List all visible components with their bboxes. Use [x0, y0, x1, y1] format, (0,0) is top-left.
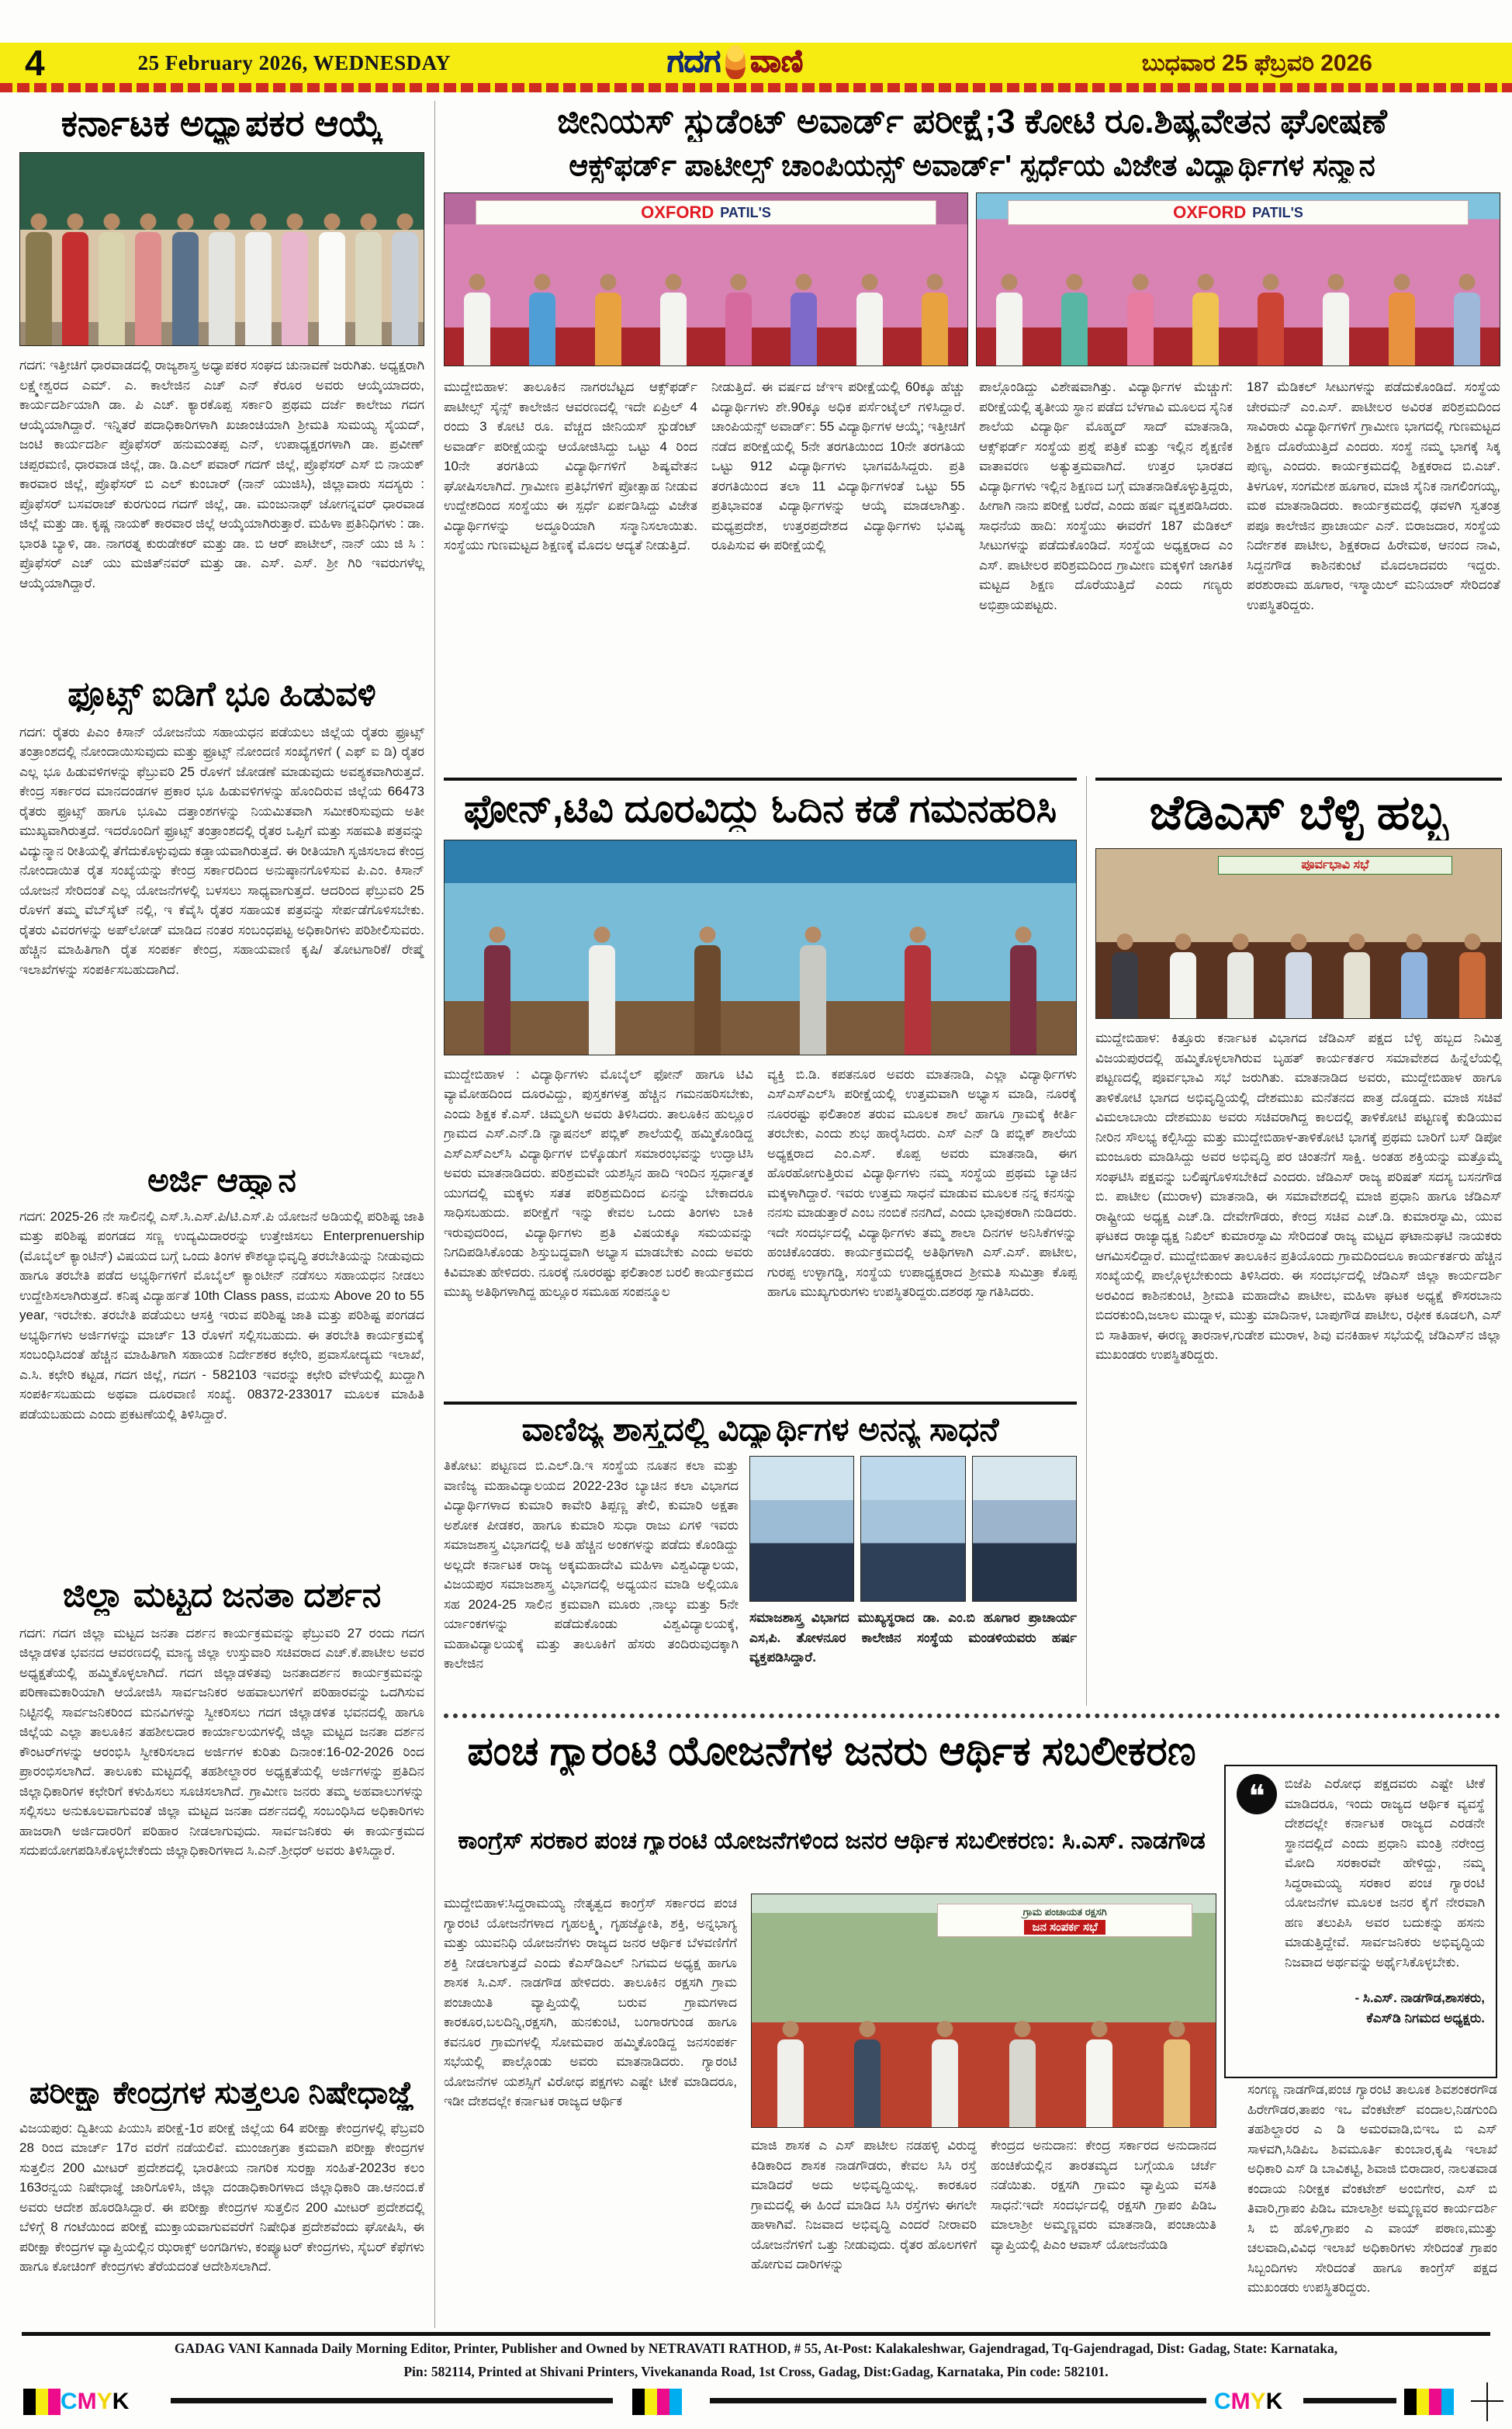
color-bar-black — [23, 2389, 36, 2415]
person-figure — [62, 232, 88, 345]
jana-samparka-banner — [937, 1904, 1192, 1937]
body-exam-prohibition: ವಿಜಯಪುರ: ದ್ವಿತೀಯ ಪಿಯುಸಿ ಪರೀಕ್ಷೆ-1ರ ಪರೀಕ್ಷೆ ಜಿಲ್ಲೆಯ 64 ಪರೀಕ್ಷಾ ಕೇಂದ್ರಗಳಲ್ಲಿ ಫೆಬ್ರವರಿ 28 ರಿಂದ ಮಾರ್ಚ್ 17ರ ವರೆಗೆ ನಡೆಯಲಿವೆ. ಮುಂಜಾಗ್ರತಾ ಕ್ರಮವಾಗಿ ಪರೀಕ್ಷಾ ಕೇಂದ್ರಗಳ ಸುತ್ತಲಿನ 200 ಮೀಟರ್ ಪ್ರದೇಶದಲ್ಲಿ ಭಾರತೀಯ ನಾಗರಿಕ ಸುರಕ್ಷಾ ಸಂಹಿತೆ-2023ರ ಕಲಂ 163ರನ್ವಯ ನಿಷೇಧಾಜ್ಞೆ ಜಾರಿಗೊಳಿಸಿ, ಜಿಲ್ಲಾ ದಂಡಾಧಿಕಾರಿಗಳಾದ ಜಿಲ್ಲಾಧಿಕಾರಿ ಡಾ.ಆನಂದ.ಕೆ ಅವರು ಆದೇಶ ಹೊರಡಿಸಿದ್ದಾರೆ. ಈ ಪರೀಕ್ಷಾ ಕೇಂದ್ರಗಳ ಸುತ್ತಲಿನ 200 ಮೀಟರ್ ಪ್ರದೇಶದಲ್ಲಿ ಬೆಳಿಗ್ಗೆ 8 ಗಂಟೆಯಿಂದ ಪರೀಕ್ಷೆ ಮುಕ್ತಾಯವಾಗುವವರೆಗೆ ನಿಷೇಧಿತ ಪ್ರದೇಶವೆಂದು ಘೋಷಿಸಿ, ಈ ಪರೀಕ್ಷಾ ಕೇಂದ್ರಗಳ ವ್ಯಾಪ್ತಿಯಲ್ಲಿನ ಝರಾಕ್ಸ್ ಅಂಗಡಿಗಳು, ಕಂಪ್ಯೂಟರ್ ಕೇಂದ್ರಗಳು, ಸೈಬರ್ ಕೆಫೆಗಳು ಹಾಗೂ ಕೋಚಿಂಗ್ ಕೇಂದ್ರಗಳು ತೆರೆಯದಂತೆ ಆದೇಶಿಸಲಾಗಿದೆ. — [19, 2120, 424, 2275]
person-figure — [26, 232, 52, 345]
person-figure — [932, 2039, 958, 2127]
person-figure — [922, 293, 948, 366]
masthead-stripe — [0, 83, 1512, 92]
photo-people-row — [1096, 937, 1501, 1019]
person-figure — [1112, 952, 1138, 1019]
masthead — [0, 43, 1512, 83]
imprint-line-1: GADAG VANI Kannada Daily Morning Editor, Printer, Publisher and Owned by NETRAVATI RATHOD, # 55, At-Post: Kalakaleshwar, Gajendragad, Tq-Gajendragad, Dist: Gadag, State: Karnataka, — [174, 2341, 1338, 2356]
headline-teacher-election: ಕರ್ನಾಟಕ ಅಧ್ಯಾಪಕರ ಆಯ್ಕೆ — [61, 102, 383, 144]
person-figure — [355, 232, 382, 345]
person-figure — [1170, 952, 1196, 1019]
person-figure — [1086, 2039, 1112, 2127]
commerce-photos-block — [749, 1456, 1077, 1686]
color-bar-yellow — [36, 2389, 48, 2415]
subheadline-panch-guarantee: ಕಾಂಗ್ರೆಸ್ ಸರಕಾರ ಪಂಚ ಗ್ಯಾರಂಟಿ ಯೋಜನೆಗಳಿಂದ ಜನರ ಆರ್ಥಿಕ ಸಬಲೀಕರಣ: ಸಿ.ಎಸ್. ನಾಡಗೌಡ — [458, 1827, 1206, 1854]
logo-mark-icon — [725, 45, 746, 79]
photo-award-ceremony-2 — [976, 192, 1500, 366]
oxford-banner-brand2: PATIL'S — [1252, 204, 1303, 220]
person-figure — [1323, 293, 1349, 366]
person-figure — [800, 945, 826, 1054]
genius-award-photos — [444, 192, 1500, 366]
person-figure — [1454, 293, 1480, 366]
genius-award-text-columns — [444, 377, 1500, 678]
headline-application-invite: ಅರ್ಜಿ ಆಹ್ವಾನ — [147, 1161, 296, 1198]
body-jds: ಮುದ್ದೇಬಿಹಾಳ: ಕಿತ್ತೂರು ಕರ್ನಾಟಕ ವಿಭಾಗದ ಜೆಡಿಎಸ್ ಪಕ್ಷದ ಬೆಳ್ಳಿ ಹಬ್ಬದ ನಿಮಿತ್ತ ವಿಜಯಪುರದಲ್ಲಿ ಹಮ್ಮಿಕೊಳ್ಳಲಾಗಿರುವ ಬೃಹತ್ ಕಾರ್ಯಕರ್ತರ ಸಮಾವೇಶದ ಹಿನ್ನೆಲೆಯಲ್ಲಿ ಪಟ್ಟಣದಲ್ಲಿ ಪೂರ್ವಭಾವಿ ಸಭೆ ಜರುಗಿತು. ಮಾತನಾಡಿದ ಅವರು, ಮುದ್ದೇಬಿಹಾಳ ಹಾಗೂ ತಾಳಿಕೋಟಿ ಭಾಗದ ಅಭಿವೃದ್ಧಿಯಲ್ಲಿ ದೇಶಮುಖ ಮನೆತನದ ಪಾತ್ರ ದೊಡ್ಡದು. ಮಾಜಿ ಸಚಿವೆ ವಿಮಲಾಬಾಯಿ ದೇಶಮುಖ ಅವರು ಸಚಿವರಾಗಿದ್ದ ಕಾಲದಲ್ಲಿ ತಾಳಿಕೋಟಿ ಪಟ್ಟಣಕ್ಕೆ ಕುಡಿಯುವ ನೀರಿನ ಸೌಲಭ್ಯ ಕಲ್ಪಿಸಿದ್ದು ಮತ್ತು ಮುದ್ದೇಬಿಹಾಳ-ತಾಳಿಕೋಟಿ ಭಾಗಕ್ಕೆ ಪ್ರಥಮ ಬಾರಿಗೆ ಬಸ್ ಡಿಪೋ ಮಂಜೂರು ಮಾಡಿಸಿದ್ದು ಅವರ ಅಭಿವೃದ್ಧಿ ಪರ ಚಿಂತನೆಗೆ ಸಾಕ್ಷಿ. ಅಂತಹ ಶಕ್ತಿಯನ್ನು ಮತ್ತೊಮ್ಮೆ ಸಂಘಟಿಸಿ ಪಕ್ಷವನ್ನು ಬಲಿಷ್ಠಗೊಳಿಸಬೇಕಿದೆ ಎಂದರು. ಜೆಡಿಎಸ್ ರಾಜ್ಯ ಪರಿಷತ್ ಸದಸ್ಯ ಬಸನಗೌಡ ಬಿ. ಪಾಟೀಲ (ಮುರಾಳ) ಮಾತನಾಡಿ, ಈ ಸಮಾವೇಶದಲ್ಲಿ ಮಾಜಿ ಪ್ರಧಾನಿ ಹಾಗೂ ಜೆಡಿಎಸ್ ರಾಷ್ಟ್ರೀಯ ಅಧ್ಯಕ್ಷ ಎಚ್.ಡಿ. ದೇವೇಗೌಡರು, ಕೇಂದ್ರ ಸಚಿವ ಎಚ್.ಡಿ. ಕುಮಾರಸ್ವಾಮಿ, ಯುವ ಘಟಕದ ರಾಜ್ಯಾಧ್ಯಕ್ಷ ನಿಖಿಲ್ ಕುಮಾರಸ್ವಾಮಿ ಸೇರಿದಂತೆ ರಾಜ್ಯ ಮಟ್ಟದ ಘಟಾನುಘಟಿ ನಾಯಕರು ಆಗಮಿಸಲಿದ್ದಾರೆ. ಮುದ್ದೇಬಿಹಾಳ ತಾಲೂಕಿನ ಪ್ರತಿಯೊಂದು ಗ್ರಾಮದಿಂದಲೂ ಕಾರ್ಯಕರ್ತರು ಹೆಚ್ಚಿನ ಸಂಖ್ಯೆಯಲ್ಲಿ ಪಾಲ್ಗೊಳ್ಳಬೇಕುಂದು ತಿಳಿಸಿದರು. ಈ ಸಂದರ್ಭದಲ್ಲಿ ಜೆಡಿಎಸ್ ಜಿಲ್ಲಾ ಕಾರ್ಯದರ್ಶಿ ಅರವಿಂದ ಕಾಶಿನಕುಂಟಿ, ಶ್ರೀಮತಿ ಮಹಾದೇವಿ ಪಾಟೀಲ, ಮಹಿಳಾ ಘಟಕ ಅಧ್ಯಕ್ಷೆ ಕೌಸರಬಾನು ಬಿದರಕುಂದಿ,ಜಲಾಲ ಮುದ್ನಾಳ, ಮುತ್ತು ಮಾದಿನಾಳ, ಬಾಪುಗೌಡ ಪಾಟೀಲ, ರಫೀಕ ಕೂಡಲಗಿ, ಎಸ್ ಬಿ ಸಾತಿಹಾಳ, ಈರಣ್ಣ ತಾರನಾಳ,ಗುಡೇಶ ಮುರಾಳ, ಶಿವು ವನಕಿಹಾಳ ಸಭೆಯಲ್ಲಿ ಜೆಡಿಎಸ್‌ನ ಜಿಲ್ಲಾ ಮುಖಂಡರು ಉಪಸ್ಥಿತರಿದ್ದರು. — [1095, 1031, 1502, 1363]
jds-photo-banner — [1218, 856, 1453, 875]
photo-people-row — [752, 2020, 1216, 2127]
person-figure — [725, 293, 752, 366]
newspaper-logo — [667, 44, 803, 79]
left-column — [19, 102, 424, 2348]
person-figure — [99, 232, 125, 345]
date-kannada: ಬುಧವಾರ 25 ಫೆಬ್ರವರಿ 2026 — [1141, 50, 1372, 76]
article-panch-guarantee — [444, 1713, 1500, 2334]
person-figure — [1389, 293, 1415, 366]
cmyk-k: K — [112, 2389, 130, 2414]
crosshair-h — [1471, 2400, 1503, 2402]
headline-panch-guarantee: ಪಂಚ ಗ್ಯಾರಂಟಿ ಯೋಜನೆಗಳ ಜನರು ಆರ್ಥಿಕ ಸಬಲೀಕರಣ — [467, 1729, 1196, 1774]
color-bar-cyan — [1441, 2389, 1454, 2415]
person-figure — [1164, 2039, 1190, 2127]
genius-award-col-3: ಪಾಲ್ಗೊಂಡಿದ್ದು ವಿಶೇಷವಾಗಿತ್ತು. ವಿದ್ಯಾರ್ಥಿಗಳ ಮೆಚ್ಚುಗೆ: ಪರೀಕ್ಷೆಯಲ್ಲಿ ತೃತೀಯ ಸ್ಥಾನ ಪಡೆದ ಬೆಳಗಾವಿ ಮೂಲದ ಸೈನಿಕ ಶಾಲೆಯ ವಿದ್ಯಾರ್ಥಿ ಮೊಹ್ಮದ್ ಸಾದ್ ಮಾತನಾಡಿ, ಆಕ್ಸ್‌ಫರ್ಡ್ ಸಂಸ್ಥೆಯ ಪ್ರಶ್ನೆ ಪತ್ರಿಕೆ ಮತ್ತು ಇಲ್ಲಿನ ಶೈಕ್ಷಣಿಕ ವಾತಾವರಣ ಅತ್ಯುತ್ತಮವಾಗಿದೆ. ಉತ್ತರ ಭಾರತದ ವಿದ್ಯಾರ್ಥಿಗಳು ಇಲ್ಲಿನ ಶಿಕ್ಷಣದ ಬಗ್ಗೆ ಮಾತನಾಡಿಕೊಳ್ಳುತ್ತಿದ್ದರು, ಹೀಗಾಗಿ ನಾನು ಪರೀಕ್ಷೆ ಬರೆದೆ, ಎಂದು ಹರ್ಷ ವ್ಯಕ್ತಪಡಿಸಿದರು. ಸಾಧನೆಯ ಹಾದಿ: ಸಂಸ್ಥೆಯು ಈವರೆಗೆ 187 ಮೆಡಿಕಲ್ ಸೀಟುಗಳನ್ನು ಪಡೆದುಕೊಂಡಿದೆ. ಸಂಸ್ಥೆಯ ಅಧ್ಯಕ್ಷರಾದ ಎಂ ಎಸ್. ಪಾಟೀಲರ ಪರಿಶ್ರಮದಿಂದ ಗ್ರಾಮೀಣ ಮಕ್ಕಳಿಗೆ ಜಾಗತಿಕ ಮಟ್ಟದ ಶಿಕ್ಷಣ ದೊರೆಯುತ್ತಿದೆ ಎಂದು ಗಣ್ಯರು ಅಭಿಪ್ರಾಯಪಟ್ಟರು. — [979, 379, 1233, 612]
person-figure — [595, 293, 621, 366]
person-figure — [529, 293, 555, 366]
person-figure — [1258, 293, 1284, 366]
genius-award-col-4: 187 ಮೆಡಿಕಲ್ ಸೀಟುಗಳನ್ನು ಪಡೆದುಕೊಂಡಿದೆ. ಸಂಸ್ಥೆಯ ಚೇರಮನ್ ಎಂ.ಎಸ್. ಪಾಟೀಲರ ಅವಿರತ ಪರಿಶ್ರಮದಿಂದ ಸಾವಿರಾರು ವಿದ್ಯಾರ್ಥಿಗಳಿಗೆ ಗ್ರಾಮೀಣ ಭಾಗದಲ್ಲಿ ಗುಣಮಟ್ಟದ ಶಿಕ್ಷಣ ದೊರೆಯುತ್ತಿದೆ ಎಂದರು. ಸಂಸ್ಥೆ ನಮ್ಮ ಭಾಗಕ್ಕೆ ಸಿಕ್ಕ ಪುಣ್ಯ, ಎಂದರು. ಕಾರ್ಯಕ್ರಮದಲ್ಲಿ ಶಿಕ್ಷಕರಾದ ಬಿ.ಎಚ್. ತಿಳಗೂಳ, ಸಂಗಮೇಶ ಹೂಗಾರ, ಮಾಜಿ ಸೈನಿಕ ನಾಗಲಿಂಗಯ್ಯ, ಮಠ ಮಾತನಾಡಿದರು. ಕಾರ್ಯಕ್ರಮದಲ್ಲಿ ಢವಳಗಿ ಸ್ವತಂತ್ರ ಪಪೂ ಕಾಲೇಜಿನ ಪ್ರಾಚಾರ್ಯ ಎನ್. ಬಿರಾಜದಾರ, ಸಂಸ್ಥೆಯ ನಿರ್ದೇಶಕ ಪಾಟೀಲ, ಶಿಕ್ಷಕರಾದ ಹಿರೇಮಠ, ಆನಂದ ನಾವಿ, ಸಿದ್ದನಗೌಡ ಕಾಶಿನಕುಂಟೆ ಮೊದಲಾದವರು ಇದ್ದರು. ಪರಶುರಾಮ ಹೂಗಾರ, ಇಸ್ಮಾಯಿಲ್ ಮನಿಯಾರ್ ಸೇರಿದಂತೆ ಉಪಸ್ಥಿತರಿದ್ದರು. — [1247, 379, 1500, 612]
color-bar-magenta — [48, 2389, 61, 2415]
article-application-invite — [19, 1162, 424, 1565]
person-figure — [1127, 293, 1154, 366]
genius-award-col-1: ಮುದ್ದೇಬಿಹಾಳ: ತಾಲೂಕಿನ ನಾಗರಬೆಟ್ಟದ ಆಕ್ಸ್‌ಫರ್ಡ್ ಪಾಟೀಲ್ಸ್ ಸೈನ್ಸ್ ಕಾಲೇಜಿನ ಆವರಣದಲ್ಲಿ ಇದೇ ಏಪ್ರಿಲ್ 4 ರಂದು 3 ಕೋಟಿ ರೂ. ವೆಚ್ಚದ ಜೀನಿಯಸ್ ಸ್ಟುಡೆಂಟ್ ಅವಾರ್ಡ್ ಪರೀಕ್ಷೆಯನ್ನು ಆಯೋಜಿಸಿದ್ದು ಒಟ್ಟು 4 ರಿಂದ 10ನೇ ತರಗತಿಯ ವಿದ್ಯಾರ್ಥಿಗಳಿಗೆ ಶಿಷ್ಯವೇತನ ಘೋಷಿಸಲಾಗಿದೆ. ಗ್ರಾಮೀಣ ಪ್ರತಿಭೆಗಳಿಗೆ ಪ್ರೋತ್ಸಾಹ ನೀಡುವ ಉದ್ದೇಶದಿಂದ ಸಂಸ್ಥೆಯು ಈ ಸ್ಪರ್ಧೆ ಏರ್ಪಡಿಸಿದ್ದು ವಿಜೇತ ವಿದ್ಯಾರ್ಥಿಗಳನ್ನು ಅದ್ಧೂರಿಯಾಗಿ ಸನ್ಮಾನಿಸಲಾಯಿತು. ಸಂಸ್ಥೆಯು ಗುಣಮಟ್ಟದ ಶಿಕ್ಷಣಕ್ಕೆ ಮೊದಲ ಆದ್ಯತೆ ನೀಡುತ್ತಿದೆ. — [444, 379, 697, 553]
quote-text: ಬಿಜೆಪಿ ಎರೋಧ ಪಕ್ಷದವರು ಎಷ್ಟೇ ಟೀಕೆ ಮಾಡಿದರೂ, ಇಂದು ರಾಜ್ಯದ ಆರ್ಥಿಕ ವ್ಯವಸ್ಥೆ ದೇಶದಲ್ಲೇ ಕರ್ನಾಟಕ ರಾಜ್ಯದ ಎರಡನೇ ಸ್ಥಾನದಲ್ಲಿದೆ ಎಂದು ಪ್ರಧಾನಿ ಮಂತ್ರಿ ನರೇಂದ್ರ ಮೋದಿ ಸರಕಾರವೇ ಹೇಳಿದ್ದು, ನಮ್ಮ ಸಿದ್ಧರಾಮಯ್ಯ ಸರಕಾರ ಪಂಚ ಗ್ಯಾರಂಟಿ ಯೋಜನೆಗಳ ಮೂಲಕ ಜನರ ಕೈಗೆ ನೇರವಾಗಿ ಹಣ ತಲುಪಿಸಿ ಅವರ ಬದುಕನ್ನು ಹಸನು ಮಾಡುತ್ತಿದ್ದೇವೆ. ಸಾರ್ವಜನಿಕರು ಅಭಿವೃದ್ಧಿಯ ನಿಜವಾದ ಅರ್ಥವನ್ನು ಅರ್ಥೈಸಿಕೊಳ್ಳಬೇಕು. — [1285, 1776, 1485, 1970]
person-figure — [694, 945, 721, 1054]
registration-line — [710, 2398, 1206, 2403]
date-english: 25 February 2026, WEDNESDAY — [137, 50, 452, 74]
photo-student-portrait-3 — [972, 1456, 1077, 1602]
column-divider-left — [434, 101, 435, 2328]
commerce-content-row — [444, 1456, 1077, 1686]
registration-line — [1303, 2398, 1396, 2403]
person-figure — [856, 293, 883, 366]
body-application-invite: ಗದಗ: 2025-26 ನೇ ಸಾಲಿನಲ್ಲಿ ಎಸ್.ಸಿ.ಎಸ್.ಪಿ/ಟಿ.ಎಸ್.ಪಿ ಯೋಜನೆ ಅಡಿಯಲ್ಲಿ ಪರಿಶಿಷ್ಟ ಜಾತಿ ಮತ್ತು ಪರಿಶಿಷ್ಟ ಪಂಗಡದ ಸಣ್ಣ ಉದ್ಯಮಿದಾರರನ್ನು ಉತ್ತೇಜಿಸಲು Enterprenuership (ಮೊಬೈಲ್ ಕ್ಯಾಂಟಿನ್) ವಿಷಯದ ಬಗ್ಗೆ ಒಂದು ತಿಂಗಳ ಕೌಶಲ್ಯಾಭಿವೃದ್ಧಿ ತರಬೇತಿಯನ್ನು ನೀಡುವುದು ಹಾಗೂ ತರಬೇತಿ ಪಡೆದ ಅಭ್ಯರ್ಥಿಗಳಿಗೆ ಮೊಬೈಲ್ ಕ್ಯಾಂಟೀನ್ ನಡೆಸಲು ಸಹಾಯಧನ ನೀಡಲು ಉದ್ದೇಶಿಸಲಾಗಿರುತ್ತದೆ. ಕನಿಷ್ಠ ವಿದ್ಯಾರ್ಹತೆ 10th Class pass, ವಯಸು Above 20 to 55 year, ಇರಬೇಕು. ತರಬೇತಿ ಪಡೆಯಲು ಆಸಕ್ತಿ ಇರುವ ಪರಿಶಿಷ್ಟ ಜಾತಿ ಮತ್ತು ಪರಿಶಿಷ್ಟ ಪಂಗಡದ ಅಭ್ಯರ್ಥಿಗಳು ಅರ್ಜಿಗಳನ್ನು ಮಾರ್ಚ್ 13 ರೊಳಗೆ ಸಲ್ಲಿಸಬಹುದು. ಈ ತರಬೇತಿ ಕಾರ್ಯಕ್ರಮಕ್ಕೆ ಸಂಬಂಧಿಸಿದಂತೆ ಹೆಚ್ಚಿನ ಮಾಹಿತಿಗಾಗಿ ಸಹಾಯಕ ನಿರ್ದೇಶಕರ ಕಛೇರಿ, ಪ್ರವಾಸೋದ್ಯಮ ಇಲಾಖೆ, ಎ.ಸಿ. ಕಛೇರಿ ಕಟ್ಟಡ, ಗದಗ ಜಿಲ್ಲೆ, ಗದಗ - 582103 ಇವರನ್ನು ಕಛೇರಿ ವೇಳೆಯಲ್ಲಿ ಖುದ್ದಾಗಿ ಸಂಪರ್ಕಿಸಬಹುದು ಅಥವಾ ದೂರವಾಣಿ ಸಂಖ್ಯೆ. 08372-233017 ಮೂಲಕ ಮಾಹಿತಿ ಪಡೆಯಬಹುದು ಎಂದು ಪ್ರಕಟಣೆಯಲ್ಲಿ ತಿಳಿಸಿದ್ದಾರೆ. — [19, 1208, 424, 1422]
photo-jana-samparka — [751, 1894, 1216, 2128]
quote-box — [1224, 1765, 1497, 2078]
color-bar-black — [632, 2389, 645, 2415]
commerce-photo-caption: ಸಮಾಜಶಾಸ್ತ್ರ ವಿಭಾಗದ ಮುಖ್ಯಸ್ಥರಾದ ಡಾ. ಎಂ.ಬಿ ಹೂಗಾರ ಪ್ರಾಚಾರ್ಯ ಎಸ,ಪಿ. ತೋಳನೂರ ಕಾಲೇಜಿನ ಸಂಸ್ಥೆಯ ಮಂಡಳಿಯವರು ಹರ್ಷ ವ್ಯಕ್ತಪಡಿಸಿದ್ದಾರೆ. — [749, 1610, 1077, 1665]
person-figure — [1009, 2039, 1036, 2127]
article-commerce — [444, 1402, 1077, 1686]
cmyk-m: M — [1230, 2389, 1251, 2414]
person-figure — [1227, 952, 1254, 1019]
color-bar-yellow — [645, 2389, 657, 2415]
phone-tv-text-columns — [444, 1065, 1077, 1369]
quote-icon: ❝ — [1237, 1774, 1277, 1814]
person-figure — [1061, 293, 1088, 366]
panch-mid-col-1: ಮಾಜಿ ಶಾಸಕ ಎ ಎಸ್ ಪಾಟೀಲ ನಡಹಳ್ಳಿ ವಿರುದ್ಧ ಕಿಡಿಕಾರಿದ ಶಾಸಕ ನಾಡಗೌಡರು, ಕೇವಲ ಸಿಸಿ ರಸ್ತೆ ಮಾಡಿದರೆ ಅದು ಅಭಿವೃದ್ಧಿಯಲ್ಲ. ಕಾರಕೂರ ಗ್ರಾಮದಲ್ಲಿ ಈ ಹಿಂದೆ ಮಾಡಿದ ಸಿಸಿ ರಸ್ತೆಗಳು ಈಗಲೇ ಹಾಳಾಗಿವೆ. ನಿಜವಾದ ಅಭಿವೃದ್ಧಿ ಎಂದರೆ ನೀರಾವರಿ ಯೋಜನೆಗಳಿಗೆ ಒತ್ತು ನೀಡುವುದು. ರೈತರ ಹೊಲಗಳಿಗೆ ಹೋಗುವ ದಾರಿಗಳನ್ನು — [751, 2138, 977, 2271]
article-genius-award — [444, 102, 1500, 678]
panch-mid-columns — [751, 2136, 1216, 2320]
article-phone-tv — [444, 778, 1077, 1369]
person-figure — [905, 945, 931, 1054]
cmyk-marks-left — [23, 2389, 129, 2415]
phone-tv-col-1: ಮುದ್ದೇಬಿಹಾಳ : ವಿದ್ಯಾರ್ಥಿಗಳು ಮೊಬೈಲ್ ಫೋನ್ ಹಾಗೂ ಟಿವಿ ವ್ಯಾಮೋಹದಿಂದ ದೂರವಿದ್ದು, ಪುಸ್ತಕಗಳತ್ತ ಹೆಚ್ಚಿನ ಗಮನಹರಿಸಬೇಕು, ಎಂದು ಶಿಕ್ಷಕ ಕೆ.ಎಸ್. ಚಿಮ್ಮಲಗಿ ಅವರು ತಿಳಿಸಿದರು. ತಾಲೂಕಿನ ಹುಲ್ಲೂರ ಗ್ರಾಮದ ಎಸ್.ಎನ್.ಡಿ ನ್ಯಾಷನಲ್ ಪಬ್ಲಿಕ್ ಶಾಲೆಯಲ್ಲಿ ಹಮ್ಮಿಕೊಂಡಿದ್ದ ಎಸ್‌ಎಸ್‌ಎಲ್‌ಸಿ ವಿದ್ಯಾರ್ಥಿಗಳ ಬಿಳ್ಕೊಡುಗೆ ಸಮಾರಂಭವನ್ನು ಉದ್ಘಾಟಿಸಿ ಅವರು ಮಾತನಾಡಿದರು. ಪರಿಶ್ರಮವೇ ಯಶಸ್ಸಿನ ಹಾದಿ ಇಂದಿನ ಸ್ಪರ್ಧಾತ್ಮಕ ಯುಗದಲ್ಲಿ ಮಕ್ಕಳು ಸತತ ಪರಿಶ್ರಮದಿಂದ ಏನನ್ನು ಬೇಕಾದರೂ ಸಾಧಿಸಬಹುದು. ಪರೀಕ್ಷೆಗೆ ಇನ್ನು ಕೇವಲ ಒಂದು ತಿಂಗಳು ಬಾಕಿ ಇರುವುದರಿಂದ, ವಿದ್ಯಾರ್ಥಿಗಳು ಪ್ರತಿ ವಿಷಯಕ್ಕೂ ಸಮಯವನ್ನು ನಿಗದಿಪಡಿಸಿಕೊಂಡು ಶಿಸ್ತುಬದ್ಧವಾಗಿ ಅಭ್ಯಾಸ ಮಾಡಬೇಕು ಎಂದು ಅವರು ಕಿವಿಮಾತು ಹೇಳಿದರು. ನೂರಕ್ಕೆ ನೂರರಷ್ಟು ಫಲಿತಾಂಶ ಬರಲಿ ಕಾರ್ಯಕ್ರಮದ ಮುಖ್ಯ ಅತಿಥಿಗಳಾಗಿದ್ದ ಹುಲ್ಲೂರ ಸಮೂಹ ಸಂಪನ್ಮೂಲ — [444, 1066, 753, 1299]
article-teacher-election — [19, 102, 424, 664]
color-bar-black — [1404, 2389, 1417, 2415]
person-figure — [589, 945, 615, 1054]
article-fruits-id — [19, 675, 424, 1151]
person-figure — [996, 293, 1022, 366]
student-portraits — [749, 1456, 1077, 1602]
headline-exam-prohibition: ಪರೀಕ್ಷಾ ಕೇಂದ್ರಗಳ ಸುತ್ತಲೂ ನಿಷೇಧಾಜ್ಞೆ — [29, 2075, 415, 2110]
color-bar-magenta — [657, 2389, 670, 2415]
photo-student-portrait-2 — [860, 1456, 965, 1602]
cmyk-y: Y — [1250, 2389, 1266, 2414]
column-divider-right — [1086, 776, 1087, 1706]
panch-mid-col-2: ಕೇಂದ್ರದ ಅನುದಾನ: ಕೇಂದ್ರ ಸರ್ಕಾರದ ಅನುದಾನದ ಹಂಚಿಕೆಯಲ್ಲಿನ ತಾರತಮ್ಯದ ಬಗ್ಗೆಯೂ ಚರ್ಚೆ ನಡೆಯಿತು. ರಕ್ಷಸಗಿ ಗ್ರಾಮಂ ವ್ಯಾಪ್ತಿಯ ವಸತಿ ಸಾಧನೆ:ಇದೇ ಸಂದರ್ಭದಲ್ಲಿ ರಕ್ಷಸಗಿ ಗ್ರಾಪಂ ಪಿಡಿಒ ಮಾಲಾಶ್ರೀ ಅಮ್ಮಣ್ಣವರು ಮಾತನಾಡಿ, ಪಂಚಾಯಿತಿ ವ್ಯಾಪ್ತಿಯಲ್ಲಿ ಪಿಎಂ ಆವಾಸ್ ಯೋಜನೆಯಡಿ — [991, 2138, 1216, 2252]
quote-attrib-1: - ಸಿ.ಎಸ್. ನಾಡಗೌಡ,ಶಾಸಕರು, — [1355, 1991, 1485, 2005]
person-figure — [484, 945, 510, 1054]
logo-text-gadag: ಗದಗ — [667, 44, 721, 78]
body-teacher-election: ಗದಗ: ಇತ್ತೀಚಿಗೆ ಧಾರವಾಡದಲ್ಲಿ ರಾಜ್ಯಶಾಸ್ತ್ರ ಅಧ್ಯಾಪಕರ ಸಂಘದ ಚುನಾವಣೆ ಜರುಗಿತು. ಅಧ್ಯಕ್ಷರಾಗಿ ಲಕ್ಷ್ಮೇಶ್ವರದ ಎಮ್. ಎ. ಕಾಲೇಜಿನ ಎಚ್ ಎನ್ ಕೆರೂರ ಅವರು ಆಯ್ಕೆಯಾದರು, ಕಾರ್ಯದರ್ಶಿಯಾಗಿ ಡಾ. ಪಿ ಎಚ್. ಕ್ಯಾರಕೊಪ್ಪ ಸರ್ಕಾರಿ ಪ್ರಥಮ ದರ್ಜೆ ಕಾಲೇಜು ಗದಗ ಆಯ್ಕೆಯಾಗಿದ್ದಾರೆ. ಇನ್ನಿತರೆ ಪದಾಧಿಕಾರಿಗಳಾಗಿ ಖಜಾಂಚಿಯಾಗಿ ಶ್ರೀಮತಿ ಸುಮಯ್ಯ ಸೈಯದ್, ಜಂಟಿ ಕಾರ್ಯದರ್ಶಿ ಪ್ರೊಫೆಸರ್ ಹನುಮಂತಪ್ಪ ಎನ್, ಉಪಾಧ್ಯಕ್ಷರಗಳಾಗಿ ಡಾ. ಪ್ರವೀಣ್ ಚಪ್ಪರಮಣಿ, ಧಾರವಾಡ ಜಿಲ್ಲೆ, ಡಾ. ಡಿ.ಎಲ್ ಪವಾರ್ ಗದಗ್ ಜಿಲ್ಲೆ, ಪ್ರೊಫೆಸರ್ ಎಸ್ ಬಿ ನಾಯಕ್ ಕಾರವಾರ ಜಿಲ್ಲೆ, ಪ್ರೊಫೆಸರ್ ಬಿ ಎಲ್ ಕುಂಬಾರ್ (ನಾನ್ ಯುಜಿಸಿ), ಜಿಲ್ಲಾವಾರು ಸದಸ್ಯರು : ಪ್ರೊಫೆಸರ್ ಬಸವರಾಜ್ ಕುರಗುಂದ ಗದಗ್ ಜಿಲ್ಲೆ, ಡಾ. ಮಂಜುನಾಥ್ ಜೋಗನ್ನವರ್ ಧಾರವಾಡ ಜಿಲ್ಲೆ ಮತ್ತು ಡಾ. ಕೃಷ್ಣ ನಾಯಕ್ ಕಾರವಾರ ಜಿಲ್ಲೆ ಆಯ್ಕೆಯಾಗಿರುತ್ತಾರೆ. ಮಹಿಳಾ ಪ್ರತಿನಿಧಿಗಳು : ಡಾ. ಭಾರತಿ ಬ್ಯಾಳಿ, ಡಾ. ನಾಗರತ್ನ ಕುರುಡೇಕರ್ ಮತ್ತು ಡಾ. ಬಿ ಆರ್ ಪಾಟೀಲ್, ನಾನ್ ಯು ಜಿ ಸಿ : ಪ್ರೊಫೆಸರ್ ಎಚ್ ಯು ಮಜಿತ್‌ನವರ್ ಮತ್ತು ಡಾ. ಎಸ್. ಎಸ್. ಶ್ರೀ ಗಿರಿ ಇವರುಗಳೆಲ್ಲ ಆಯ್ಕೆಯಾಗಿದ್ದಾರೆ. — [19, 358, 424, 591]
person-figure — [854, 2039, 881, 2127]
page-number: 4 — [25, 43, 45, 83]
cmyk-marks-right — [1214, 2389, 1282, 2415]
person-figure — [1010, 945, 1036, 1054]
photo-award-ceremony-1 — [444, 192, 968, 366]
panch-right-tail: ಸಂಗಣ್ಣ ನಾಡಗೌಡ,ಪಂಚ ಗ್ಯಾರಂಟಿ ತಾಲೂಕ ಶಿವಶಂಕರಗೌಡ ಹಿರೇಗೌಡರ,ತಾಪಂ ಇಒ ವೆಂಕಟೇಶ್ ವಂದಾಲ,ನಿಡಗುಂದಿ ತಹಶಿಲ್ದಾರರ ಎ ಡಿ ಅಮರವಾಡಿ,ಬಿಇಒ ಬಿ ಎಸ್ ಸಾಳವಗಿ,ಸಿಡಿಪಿಒ ಶಿವಮೂರ್ತಿ ಕುಂಬಾರ,ಕೃಷಿ ಇಲಾಖೆ ಅಧಿಕಾರಿ ಎಸ್ ಡಿ ಬಾವಿಕಟ್ಟಿ, ಶಿವಾಜಿ ಬಿರಾದಾರ, ನಾಲತವಾಡ ಕಂದಾಯ ನಿರೀಕ್ಷಕ ವೆಂಕಟೇಶ್ ಅಂಬಿಗೇರ, ಎಸ್ ಬಿ ತಿವಾರಿ,ಗ್ರಾಪಂ ಪಿಡಿಒ ಮಾಲಾಶ್ರೀ ಅಮ್ಮಣ್ಣವರ ಕಾರ್ಯದರ್ಶಿ ಸಿ ಬಿ ಹೊಳಿ,ಗ್ರಾಪಂ ಎ ವಾಯ್ ಪಠಾಣ,ಮುತ್ತು ಚಲವಾದಿ,ವಿವಿಧ ಇಲಾಖೆ ಅಧಿಕಾರಿಗಳು ಸೇರಿದಂತೆ ಗ್ರಾಪಂ ಸಿಬ್ಬಂದಿಗಳು ಸೇರಿದಂತೆ ಹಾಗೂ ಕಾಂಗ್ರೆಸ್ ಪಕ್ಷದ ಮುಖಂಡರು ಉಪಸ್ಥಿತರಿದ್ದರು. — [1247, 2082, 1497, 2295]
person-figure — [1192, 293, 1219, 366]
panch-left-col: ಮುದ್ದೇಬಿಹಾಳ:ಸಿದ್ದರಾಮಯ್ಯ ನೇತೃತ್ವದ ಕಾಂಗ್ರೆಸ್ ಸರ್ಕಾರದ ಪಂಚ ಗ್ಯಾರಂಟಿ ಯೋಜನೆಗಳಾದ ಗೃಹಲಕ್ಷ್ಮಿ, ಗೃಹಜ್ಯೋತಿ, ಶಕ್ತಿ, ಅನ್ನಭಾಗ್ಯ ಮತ್ತು ಯುವನಿಧಿ ಯೋಜನೆಗಳು ರಾಜ್ಯದ ಜನರ ಆರ್ಥಿಕ ಬೆಳವಣಿಗೆಗೆ ಶಕ್ತಿ ನೀಡಲಾಗುತ್ತದೆ ಎಂದು ಕೆಎಸ್‌ಡಿಎಲ್ ನಿಗಮದ ಅಧ್ಯಕ್ಷ ಹಾಗೂ ಶಾಸಕ ಸಿ.ಎಸ್. ನಾಡಗೌಡ ಹೇಳಿದರು. ತಾಲೂಕಿನ ರಕ್ಷಸಗಿ ಗ್ರಾಮ ಪಂಚಾಯಿತಿ ವ್ಯಾಪ್ತಿಯಲ್ಲಿ ಬರುವ ಗ್ರಾಮಗಳಾದ ಕಾರಕೂರ,ಬಲದಿನ್ನಿ,ರಕ್ಷಸಗಿ, ಹುನಕುಂಟಿ, ಬಂಗಾರಗುಂಡ ಹಾಗೂ ಕವನೂರ ಗ್ರಾಮಗಳಲ್ಲಿ ಸೋಮವಾರ ಹಮ್ಮಿಕೊಂಡಿದ್ದ ಜನಸಂಪರ್ಕ ಸಭೆಯಲ್ಲಿ ಪಾಲ್ಗೊಂಡು ಅವರು ಮಾತನಾಡಿದರು. ಗ್ಯಾರಂಟಿ ಯೋಜನೆಗಳ ಯಶಸ್ಸಿಗೆ ವಿರೋಧ ಪಕ್ಷಗಳು ಎಷ್ಟೇ ಟೀಕೆ ಮಾಡಿದರೂ, ಇಡೀ ದೇಶದಲ್ಲೇ ಕರ್ನಾಟಕ ರಾಜ್ಯದ ಆರ್ಥಿಕ — [444, 1896, 737, 2108]
oxford-banner-2 — [1008, 200, 1468, 225]
oxford-banner-brand: OXFORD — [1173, 203, 1247, 223]
color-bar-cyan — [670, 2389, 682, 2415]
imprint-line-2: Pin: 582114, Printed at Shivani Printers, Vivekananda Road, 1st Cross, Gadag, Dist:Gadag, Karnataka, Pin code: 582101. — [403, 2364, 1109, 2379]
color-bar-yellow — [1417, 2389, 1429, 2415]
person-figure — [245, 232, 272, 345]
body-fruits-id: ಗದಗ: ರೈತರು ಪಿಎಂ ಕಿಸಾನ್ ಯೋಜನೆಯ ಸಹಾಯಧನ ಪಡೆಯಲು ಜಿಲ್ಲೆಯ ರೈತರು ಫ್ರೂಟ್ಸ್ ತಂತ್ರಾಂಶದಲ್ಲಿ ನೋಂದಾಯಿಸುವುದು ಮತ್ತು ಫ್ರೂಟ್ಸ್ ನೋಂದಣಿ ಸಂಖ್ಯೆಗಳಿಗೆ ( ಎಫ್ ಐ ಡಿ) ರೈತರ ಎಲ್ಲ ಭೂ ಹಿಡುವಳಿಗಳನ್ನು ಫೆಬ್ರುವರಿ 25 ರೊಳಗೆ ಜೋಡಣೆ ಮಾಡುವುದು ಅವಶ್ಯಕವಾಗಿರುತ್ತದೆ. ಕೇಂದ್ರ ಸರ್ಕಾರದ ಮಾನದಂಡಗಳ ಪ್ರಕಾರ ಭೂ ಹಿಡುವಳಿಗಳನ್ನು ಹೊಂದಿರುವ ಜಿಲ್ಲೆಯ 66473 ರೈತರು ಫ್ರೂಟ್ಸ್ ಹಾಗೂ ಭೂಮಿ ದತ್ತಾಂಶಗಳನ್ನು ನಿಯಮಿತವಾಗಿ ಸಮೀಕರಿಸುವುದು ಅತೀ ಮುಖ್ಯವಾಗಿರುತ್ತದೆ. ಇದರೊಂದಿಗೆ ಫ್ರೂಟ್ಸ್ ತಂತ್ರಾಂಶದಲ್ಲಿ ರೈತರ ಒಪ್ಪಿಗೆ ಮತ್ತು ಸಹಮತಿ ಪತ್ರವನ್ನು ವಿದ್ಯುನ್ಮಾನ ರೀತಿಯಲ್ಲಿ ತೆಗೆದುಕೊಳ್ಳುವುದು ಕಡ್ಡಾಯವಾಗಿರುತ್ತದೆ. ಈ ರೀತಿಯಾಗಿ ಸೃಜಿಸಲಾದ ಕೇಂದ್ರ ನೋಂದಾಯಿತ ರೈತ ಸಂಖ್ಯೆಯನ್ನು ಕೇಂದ್ರ ಸರ್ಕಾರದಿಂದ ಅನುಷ್ಠಾನಗೊಳಿಸುವ ಪಿ.ಎಂ. ಕಿಸಾನ್ ಯೋಜನೆ ಸೇರಿದಂತೆ ಎಲ್ಲ ಯೋಜನೆಗಳಲ್ಲಿ ಬಳಸಲು ಸಾಧ್ಯವಾಗುತ್ತದೆ. ಆದರಿಂದ ಫೆಬ್ರುವರಿ 25 ರೊಳಗೆ ತಮ್ಮ ವೆಬ್‌ಸೈಟ್ ನಲ್ಲಿ, ಇ ಕೆವೈಸಿ ರೈತರ ಸಹಾಯಕ ಪತ್ರವನ್ನು ಸೇರ್ಪಡೆಗೊಳಿಸಬೇಕು. ರೈತರು ವಿವರಗಳನ್ನು ಅಪ್‌ಲೋಡ್ ಮಾಡಿದ ನಂತರ ಸಂಬಂಧಪಟ್ಟ ಅಧಿಕಾರಿಗಳು ಪರಿಶೀಲಿಸುವರು. ಹೆಚ್ಚಿನ ಮಾಹಿತಿಗಾಗಿ ರೈತ ಸಂಪರ್ಕ ಕೇಂದ್ರ, ಸಹಾಯವಾಣಿ ಕೃಷಿ/ ತೋಟಗಾರಿಕೆ/ ರೇಷ್ಮೆ ಇಲಾಖೆಗಳನ್ನು ಸಂಪರ್ಕಿಸಬಹುದಾಗಿದೆ. — [19, 724, 424, 977]
photo-people-row — [977, 276, 1500, 366]
panch-center-block — [751, 1894, 1216, 2320]
person-figure — [135, 232, 161, 345]
phone-tv-col-2: ವ್ಯಕ್ತಿ ಬಿ.ಡಿ. ಕಪತನೂರ ಅವರು ಮಾತನಾಡಿ, ಎಲ್ಲಾ ವಿದ್ಯಾರ್ಥಿಗಳು ಎಸ್‌ಎಸ್‌ಎಲ್‌ಸಿ ಪರೀಕ್ಷೆಯಲ್ಲಿ ಉತ್ತಮವಾಗಿ ಅಭ್ಯಾಸ ಮಾಡಿ, ನೂರಕ್ಕೆ ನೂರರಷ್ಟು ಫಲಿತಾಂಶ ತರುವ ಮೂಲಕ ಶಾಲೆ ಹಾಗೂ ಗ್ರಾಮಕ್ಕೆ ಕೀರ್ತಿ ತರಬೇಕು, ಎಂದು ಶುಭ ಹಾರೈಸಿದರು. ಎಸ್ ಎನ್ ಡಿ ಪಬ್ಲಿಕ್ ಶಾಲೆಯ ಅಧ್ಯಕ್ಷರಾದ ಎಂ.ಎಸ್. ಕೊಪ್ಪ ಅವರು ಮಾತನಾಡಿ, ಈಗ ಹೊರಹೋಗುತ್ತಿರುವ ವಿದ್ಯಾರ್ಥಿಗಳು ನಮ್ಮ ಸಂಸ್ಥೆಯ ಪ್ರಥಮ ಬ್ಯಾಚಿನ ಮಕ್ಕಳಾಗಿದ್ದಾರೆ. ಇವರು ಉತ್ತಮ ಸಾಧನೆ ಮಾಡುವ ಮೂಲಕ ನನ್ನ ಕನಸನ್ನು ನನಸು ಮಾಡುತ್ತಾರೆ ಎಂಬ ನಂಬಿಕೆ ನನಗಿದೆ, ಎಂದು ಭಾವುಕರಾಗಿ ನುಡಿದರು. ಇದೇ ಸಂದರ್ಭದಲ್ಲಿ ವಿದ್ಯಾರ್ಥಿಗಳು ತಮ್ಮ ಶಾಲಾ ದಿನಗಳ ಅನಿಸಿಕೆಗಳನ್ನು ಹಂಚಿಕೊಂಡರು. ಕಾರ್ಯಕ್ರಮದಲ್ಲಿ ಅತಿಥಿಗಳಾಗಿ ಎಸ್.ಎಸ್. ಪಾಟೀಲ, ಗುರಪ್ಪ ಉಳ್ಳಾಗಡ್ಡಿ, ಸಂಸ್ಥೆಯ ಉಪಾಧ್ಯಕ್ಷರಾದ ಶ್ರೀಮತಿ ಸುಮಿತ್ರಾ ಕೊಪ್ಪ ಹಾಗೂ ಮುಖ್ಯಗುರುಗಳು ಉಪಸ್ಥಿತರಿದ್ದರು.ದಶರಥ ಸ್ವಾಗತಿಸಿದರು. — [767, 1066, 1077, 1299]
photo-teacher-group — [19, 152, 424, 346]
article-jds — [1095, 778, 1502, 1679]
headline-phone-tv: ಫೋನ್,ಟಿವಿ ದೂರವಿದ್ದು ಓದಿನ ಕಡೆ ಗಮನಹರಿಸಿ — [463, 787, 1057, 830]
photo-jds-meeting — [1095, 848, 1502, 1019]
headline-janata-darshan: ಜಿಲ್ಲಾ ಮಟ್ಟದ ಜನತಾ ದರ್ಶನ — [62, 1575, 382, 1614]
genius-award-col-2: ನೀಡುತ್ತಿದೆ. ಈ ವರ್ಷದ ಜೆಇಇ ಪರೀಕ್ಷೆಯಲ್ಲಿ 60ಕ್ಕೂ ಹೆಚ್ಚು ವಿದ್ಯಾರ್ಥಿಗಳು ಶೇ.90ಕ್ಕೂ ಅಧಿಕ ಪರ್ಸೆಂಟೈಲ್ ಗಳಿಸಿದ್ದಾರೆ. ಚಾಂಪಿಯನ್ಸ್ ಅವಾರ್ಡ್: 55 ವಿದ್ಯಾರ್ಥಿಗಳ ಆಯ್ಕೆ; ಇತ್ತೀಚಿಗೆ ನಡೆದ ಪರೀಕ್ಷೆಯಲ್ಲಿ 5ನೇ ತರಗತಿಯಿಂದ 10ನೇ ತರಗತಿಯ ಒಟ್ಟು 912 ವಿದ್ಯಾರ್ಥಿಗಳು ಭಾಗವಹಿಸಿದ್ದರು. ಪ್ರತಿ ತರಗತಿಯಿಂದ ತಲಾ 11 ವಿದ್ಯಾರ್ಥಿಗಳಂತೆ ಒಟ್ಟು 55 ಪ್ರತಿಭಾವಂತ ವಿದ್ಯಾರ್ಥಿಗಳನ್ನು ಆಯ್ಕೆ ಮಾಡಲಾಗಿತ್ತು. ಮಧ್ಯಪ್ರದೇಶ, ಉತ್ತರಪ್ರದೇಶದ ವಿದ್ಯಾರ್ಥಿಗಳು ಭವಿಷ್ಯ ರೂಪಿಸುವ ಈ ಪರೀಕ್ಷೆಯಲ್ಲಿ — [711, 379, 965, 553]
cmyk-m: M — [77, 2389, 97, 2414]
person-figure — [791, 293, 817, 366]
headline-commerce: ವಾಣಿಜ್ಯ ಶಾಸ್ತ್ರದಲ್ಲಿ ವಿದ್ಯಾರ್ಥಿಗಳ ಅನನ್ಯ ಸಾಧನೆ — [521, 1411, 999, 1447]
jds-banner-text: ಪೂರ್ವಭಾವಿ ಸಭೆ — [1301, 858, 1369, 872]
body-janata-darshan: ಗದಗ: ಗದಗ ಜಿಲ್ಲಾ ಮಟ್ಟದ ಜನತಾ ದರ್ಶನ ಕಾರ್ಯಕ್ರಮವನ್ನು ಫೆಬ್ರುವರಿ 27 ರಂದು ಗದಗ ಜಿಲ್ಲಾಡಳಿತ ಭವನದ ಆವರಣದಲ್ಲಿ ಮಾನ್ಯ ಜಿಲ್ಲಾ ಉಸ್ತುವಾರಿ ಸಚಿವರಾದ ಎಚ್.ಕೆ.ಪಾಟೀಲ ಅವರ ಅಧ್ಯಕ್ಷತೆಯಲ್ಲಿ ಹಮ್ಮಿಕೊಳ್ಳಲಾಗಿದೆ. ಗದಗ ಜಿಲ್ಲಾಡಳಿತವು ಜನತಾದರ್ಶನ ಕಾರ್ಯಕ್ರಮವನ್ನು ಪರಿಣಾಮಕಾರಿಯಾಗಿ ಆಯೋಜಿಸಿ ಸಾರ್ವಜನಿಕರ ಅಹವಾಲುಗಳಿಗೆ ಪರಿಹಾರವನ್ನು ಒದಗಿಸುವ ನಿಟ್ಟಿನಲ್ಲಿ ಸಾರ್ವಜನಿಕರಿಂದ ಮನವಿಗಳನ್ನು ಸ್ವೀಕರಿಸಲು ಗದಗ ಜಿಲ್ಲಾಡಳಿತ ಭವನದಲ್ಲಿ ಹಾಗೂ ಜಿಲ್ಲೆಯ ಎಲ್ಲಾ ತಾಲೂಕಿನ ತಹಶೀಲದಾರ ಕಾರ್ಯಾಲಯಗಳಲ್ಲಿ ಜಿಲ್ಲಾ ಮಟ್ಟದ ಜನತಾ ದರ್ಶನ ಕೌಂಟರ್‌ಗಳನ್ನು ಆರಂಭಿಸಿ ಸ್ವೀಕರಿಸಲಾದ ಅರ್ಜಿಗಳ ಕುರಿತು ದಿನಾಂಕ:16-02-2026 ರಿಂದ ಪ್ರಾರಂಭಿಸಲಾಗಿದೆ. ತಾಲೂಕು ಮಟ್ಟದಲ್ಲಿ ತಹಶೀಲ್ದಾರರ ಅಧ್ಯಕ್ಷತೆಯಲ್ಲಿ ಅರ್ಜಿಗಳನ್ನು ಪ್ರತಿದಿನ ಜಿಲ್ಲಾಧಿಕಾರಿಗಳ ಕಛೇರಿಗೆ ಕಳುಹಿಸಲು ಸೂಚಿಸಲಾಗಿದೆ. ಗ್ರಾಮೀಣ ಜನರು ತಮ್ಮ ಅಹವಾಲುಗಳನ್ನು ಸಲ್ಲಿಸಲು ಅನುಕೂಲವಾಗುವಂತೆ ಜಿಲ್ಲಾ ಮಟ್ಟದ ಜನತಾ ದರ್ಶನದಲ್ಲಿ ಸಂಬಂಧಿಸಿದ ಅಧಿಕಾರಿಗಳು ಹಾಜರಾಗಿ ಅರ್ಜಿದಾರರಿಗೆ ಪರಿಹಾರ ನೀಡಲಾಗುವುದು. ಸಾರ್ವಜನಿಕರು ಈ ಕಾರ್ಯಕ್ರಮದ ಸದುಪಯೋಗಪಡಿಸಿಕೊಳ್ಳಬೇಕೆಂದು ಜಿಲ್ಲಾಧಿಕಾರಿಗಳಾದ ಸಿ.ಎನ್.ಶ್ರೀಧರ್ ಅವರು ತಿಳಿಸಿದ್ದಾರೆ. — [19, 1625, 424, 1859]
photo-student-portrait-1 — [749, 1456, 854, 1602]
photo-people-row — [445, 921, 1076, 1054]
person-figure — [319, 232, 345, 345]
banner-top-text: ಗ್ರಾಮ ಪಂಚಾಯತ ರಕ್ಷಸಗಿ — [1022, 1906, 1107, 1918]
cmyk-c: C — [61, 2389, 78, 2414]
article-janata-darshan — [19, 1576, 424, 2064]
oxford-banner-brand2: PATIL'S — [720, 204, 771, 220]
body-commerce: ತಿಕೋಟ: ಪಟ್ಟಣದ ಬಿ.ಎಲ್.ಡಿ.ಇ ಸಂಸ್ಥೆಯ ನೂತನ ಕಲಾ ಮತ್ತು ವಾಣಿಜ್ಯ ಮಹಾವಿದ್ಯಾಲಯದ 2022-23ರ ಬ್ಯಾಚಿನ ಕಲಾ ವಿಭಾಗದ ವಿದ್ಯಾರ್ಥಿಗಳಾದ ಕುಮಾರಿ ಕಾವೇರಿ ತಿಪ್ಪಣ್ಣ ತೇಲಿ, ಕುಮಾರಿ ಅಕ್ಷತಾ ಅಶೋಕ ಪೀಡಕರ, ಹಾಗೂ ಕುಮಾರಿ ಸುಧಾ ರಾಜು ಏಗಳಿ ಇವರು ಸಮಾಜಶಾಸ್ತ್ರ ವಿಭಾಗದಲ್ಲಿ ಅತಿ ಹೆಚ್ಚಿನ ಅಂಕಗಳನ್ನು ಪಡೆದು ಕೊಂಡಿದ್ದು ಅಲ್ಲದೇ ಕರ್ನಾಟಕ ರಾಜ್ಯ ಅಕ್ಕಮಹಾದೇವಿ ಮಹಿಳಾ ವಿಶ್ವವಿದ್ಯಾಲಯ, ವಿಜಯಪುರ ಸಮಾಜಶಾಸ್ತ್ರ ವಿಭಾಗದಲ್ಲಿ ಅಧ್ಯಯನ ಮಾಡಿ ಅಲ್ಲಿಯೂ ಸಹ 2024-25 ಸಾಲಿನ ಕ್ರಮವಾಗಿ ಮೂರು ,ನಾಲ್ಕು ಮತ್ತು 5ನೇ ರ್ಯಾಂಕಗಳನ್ನು ಪಡೆದುಕೊಂಡು ವಿಶ್ವವಿದ್ಯಾಲಯಕ್ಕೆ, ಮಹಾವಿದ್ಯಾಲಯಕ್ಕೆ ಮತ್ತು ತಾಲೂಕಿಗೆ ಹೆಸರು ತಂದಿರುವುದಕ್ಕಾಗಿ ಕಾಲೇಜಿನ — [444, 1458, 739, 1672]
cmyk-marks-far-right — [1404, 2389, 1454, 2415]
cmyk-label — [1214, 2389, 1282, 2415]
headline-jds: ಜೆಡಿಎಸ್ ಬೆಳ್ಳಿ ಹಬ್ಬ — [1149, 786, 1448, 840]
person-figure — [282, 232, 308, 345]
cmyk-y: Y — [96, 2389, 112, 2414]
article-exam-prohibition — [19, 2075, 424, 2348]
person-figure — [1401, 952, 1427, 1019]
photo-people-row — [20, 207, 424, 346]
registration-line — [171, 2398, 613, 2403]
cmyk-k: K — [1265, 2389, 1283, 2414]
cmyk-marks-center — [632, 2389, 682, 2415]
person-figure — [777, 2039, 804, 2127]
oxford-banner-brand: OXFORD — [641, 203, 714, 223]
person-figure — [209, 232, 235, 345]
banner-red-text: ಜನ ಸಂಪರ್ಕ ಸಭೆ — [1024, 1920, 1105, 1935]
person-figure — [1285, 952, 1312, 1019]
oxford-banner — [476, 200, 936, 225]
photo-people-row — [445, 276, 967, 366]
headline-fruits-id: ಫ್ರೂಟ್ಸ್ ಐಡಿಗೆ ಭೂ ಹಿಡುವಳಿ — [67, 675, 376, 714]
color-bar-magenta — [1429, 2389, 1441, 2415]
person-figure — [1459, 952, 1486, 1019]
headline-genius-award-line2: ಆಕ್ಸ್‌ಫರ್ಡ್ ಪಾಟೀಲ್ಸ್ ಚಾಂಪಿಯನ್ಸ್ ಅವಾರ್ಡ್' ಸ್ಪರ್ಧೆಯ ವಿಜೇತ ವಿದ್ಯಾರ್ಥಿಗಳ ಸನ್ಮಾನ — [569, 149, 1375, 182]
logo-text-vani: ವಾಣಿ — [750, 44, 804, 78]
person-figure — [172, 232, 199, 345]
headline-genius-award-line1: ಜೀನಿಯಸ್ ಸ್ಟುಡೆಂಟ್ ಅವಾರ್ಡ್ ಪರೀಕ್ಷೆ;3 ಕೋಟಿ ರೂ.ಶಿಷ್ಯವೇತನ ಘೋಷಣೆ — [557, 102, 1387, 140]
crosshair-v — [1486, 2382, 1488, 2421]
cmyk-c: C — [1214, 2389, 1231, 2414]
cmyk-label — [61, 2389, 129, 2415]
person-figure — [660, 293, 687, 366]
person-figure — [392, 232, 418, 345]
quote-attrib-2: ಕೆಎಸ್‌ಡಿ ನಿಗಮದ ಅಧ್ಯಕ್ಷರು. — [1366, 2010, 1485, 2025]
person-figure — [1344, 952, 1370, 1019]
footer-rule — [22, 2332, 1490, 2336]
person-figure — [464, 293, 490, 366]
photo-farewell-event — [444, 840, 1077, 1055]
